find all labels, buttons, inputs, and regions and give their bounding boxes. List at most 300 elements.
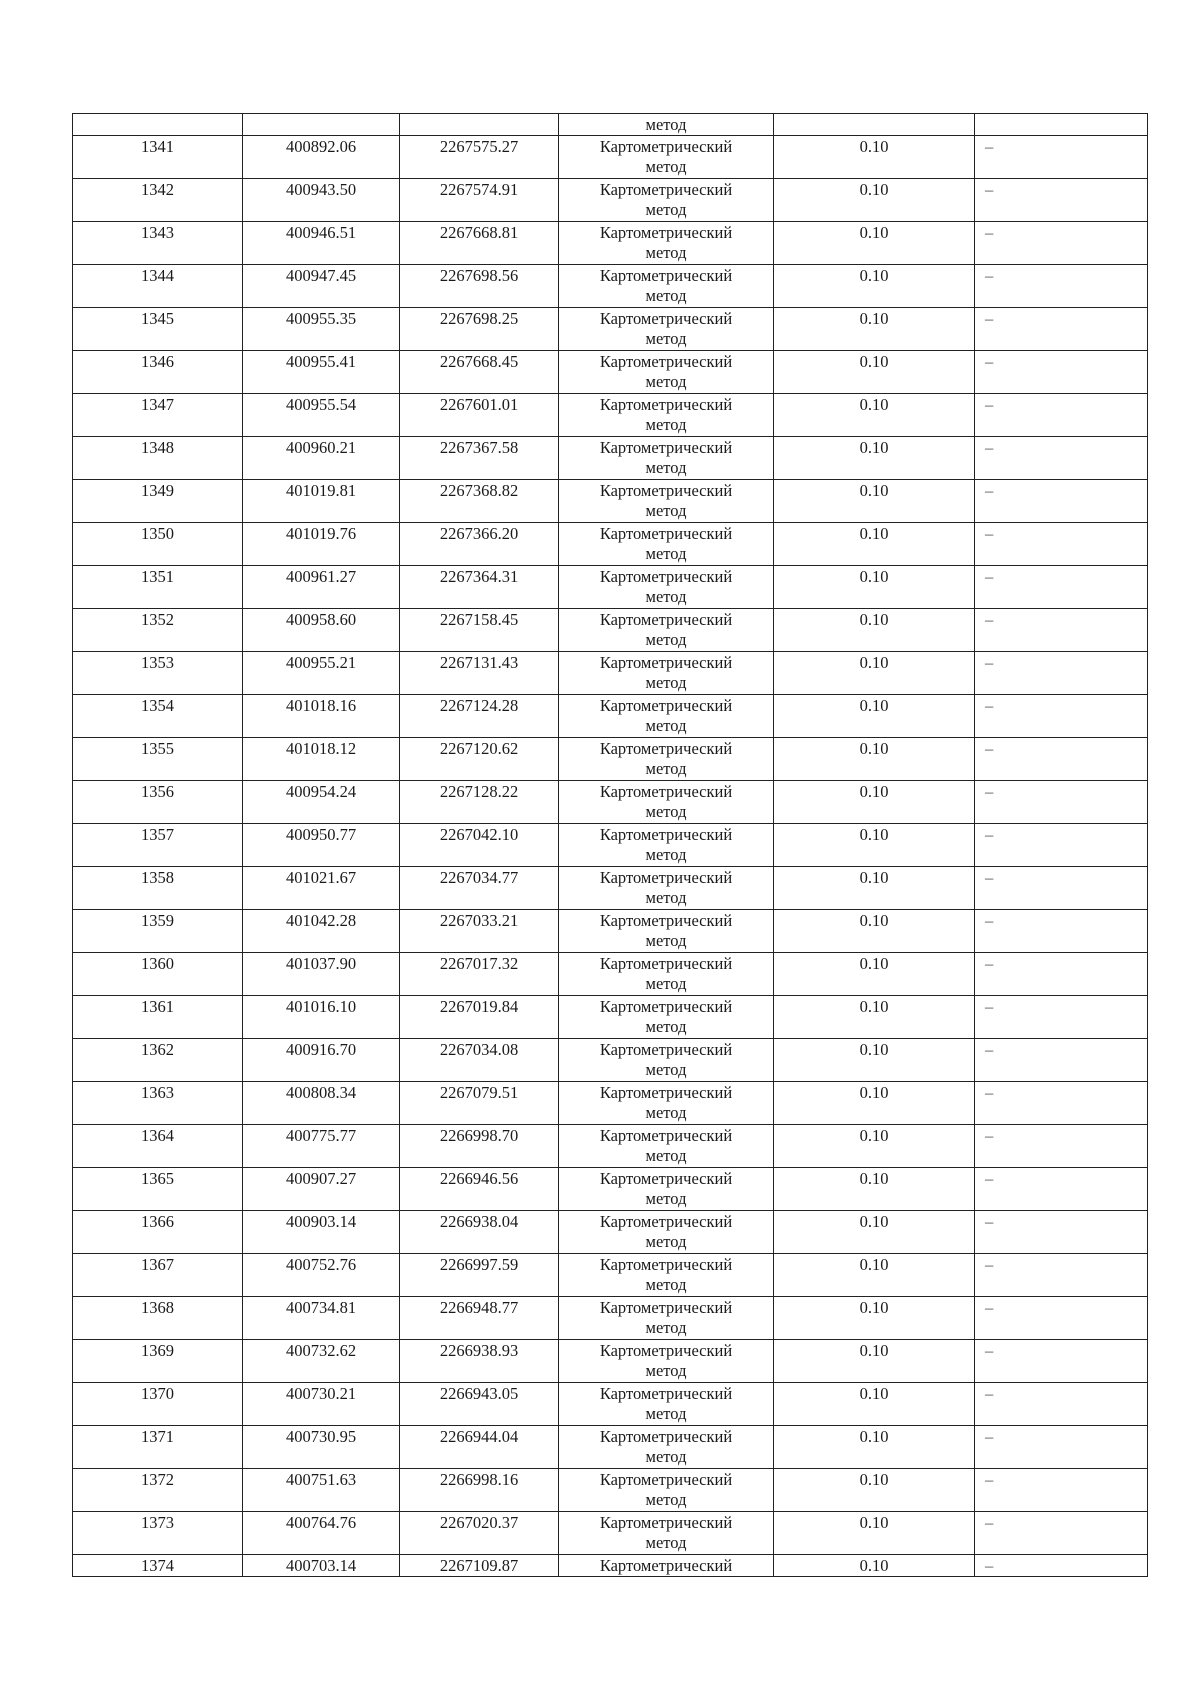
cell-num-text: 1347 xyxy=(141,395,174,414)
cell-note xyxy=(975,1383,1148,1426)
cell-accuracy xyxy=(774,652,975,695)
table-row xyxy=(73,953,1148,996)
cell-x xyxy=(243,1039,400,1082)
cell-method xyxy=(559,1469,774,1512)
cell-method xyxy=(559,738,774,781)
method-line2: метод xyxy=(645,544,687,563)
cell-note-text: – xyxy=(985,1470,994,1489)
cell-accuracy xyxy=(774,179,975,222)
cell-method xyxy=(559,1039,774,1082)
cell-x-text: 400955.35 xyxy=(285,309,357,328)
cell-accuracy xyxy=(774,695,975,738)
cell-note-text: – xyxy=(985,782,994,801)
cell-num xyxy=(73,179,243,222)
method-line2: метод xyxy=(645,1447,687,1466)
cell-x xyxy=(243,609,400,652)
cell-y xyxy=(400,1125,559,1168)
cell-note xyxy=(975,1297,1148,1340)
cell-x xyxy=(243,265,400,308)
cell-note-text: – xyxy=(985,438,994,457)
table-row xyxy=(73,1512,1148,1555)
cell-num xyxy=(73,523,243,566)
cell-method-text: Картометрический xyxy=(599,1556,733,1575)
table-row xyxy=(73,1254,1148,1297)
cell-num-text: 1361 xyxy=(141,997,174,1016)
cell-method xyxy=(559,1082,774,1125)
cell-method xyxy=(559,781,774,824)
method-line1: Картометрический xyxy=(599,524,733,543)
cell-note xyxy=(975,738,1148,781)
table-row xyxy=(73,824,1148,867)
method-line2: метод xyxy=(645,1404,687,1423)
cell-x xyxy=(243,437,400,480)
cell-accuracy xyxy=(774,781,975,824)
cell-accuracy-text: 0.10 xyxy=(859,1556,889,1575)
cell-x xyxy=(243,996,400,1039)
method-line2: метод xyxy=(645,200,687,219)
cell-x xyxy=(243,114,400,136)
cell-accuracy xyxy=(774,1125,975,1168)
method-line1: Картометрический xyxy=(599,1427,733,1446)
cell-y-text: 2266938.04 xyxy=(439,1212,519,1231)
cell-method xyxy=(559,652,774,695)
method-line2: метод xyxy=(645,1361,687,1380)
cell-accuracy xyxy=(774,1426,975,1469)
cell-accuracy-text: 0.10 xyxy=(859,567,889,586)
cell-note-text: – xyxy=(985,1040,994,1059)
cell-note-text: – xyxy=(985,739,994,758)
cell-x-text: 400752.76 xyxy=(285,1255,357,1274)
cell-num-text: 1343 xyxy=(141,223,174,242)
table-row xyxy=(73,1469,1148,1512)
method-line1: Картометрический xyxy=(599,438,733,457)
cell-note xyxy=(975,136,1148,179)
table-row xyxy=(73,781,1148,824)
method-line2: метод xyxy=(645,1275,687,1294)
method-line1: Картометрический xyxy=(599,395,733,414)
cell-x-text: 400903.14 xyxy=(285,1212,357,1231)
cell-num-text: 1358 xyxy=(141,868,174,887)
cell-note xyxy=(975,1555,1148,1577)
cell-num xyxy=(73,1340,243,1383)
cell-note-text: – xyxy=(985,223,994,242)
cell-accuracy-text: 0.10 xyxy=(859,653,889,672)
cell-note xyxy=(975,652,1148,695)
cell-note-text: – xyxy=(985,481,994,500)
cell-note-text: – xyxy=(985,137,994,156)
cell-x xyxy=(243,308,400,351)
cell-x-text: 400960.21 xyxy=(285,438,357,457)
table-row xyxy=(73,695,1148,738)
cell-method xyxy=(559,523,774,566)
cell-num xyxy=(73,437,243,480)
cell-accuracy xyxy=(774,867,975,910)
cell-num xyxy=(73,351,243,394)
method-line1: Картометрический xyxy=(599,1083,733,1102)
table-row xyxy=(73,480,1148,523)
cell-accuracy-text: 0.10 xyxy=(859,1169,889,1188)
cell-accuracy-text: 0.10 xyxy=(859,825,889,844)
cell-accuracy-text: 0.10 xyxy=(859,223,889,242)
cell-note xyxy=(975,910,1148,953)
table-row xyxy=(73,566,1148,609)
table-row xyxy=(73,1555,1148,1577)
cell-num xyxy=(73,1125,243,1168)
method-line2: метод xyxy=(645,157,687,176)
cell-note-text: – xyxy=(985,1126,994,1145)
cell-num-text: 1364 xyxy=(141,1126,174,1145)
cell-method xyxy=(559,1340,774,1383)
cell-method xyxy=(559,351,774,394)
cell-num-text: 1341 xyxy=(141,137,174,156)
cell-y xyxy=(400,1340,559,1383)
cell-x-text: 400734.81 xyxy=(285,1298,357,1317)
cell-num-text: 1342 xyxy=(141,180,174,199)
method-line1: Картометрический xyxy=(599,868,733,887)
table-row xyxy=(73,609,1148,652)
cell-num xyxy=(73,824,243,867)
table-row xyxy=(73,179,1148,222)
cell-accuracy xyxy=(774,1512,975,1555)
cell-accuracy-text: 0.10 xyxy=(859,309,889,328)
cell-x xyxy=(243,781,400,824)
method-line2: метод xyxy=(645,458,687,477)
cell-x xyxy=(243,867,400,910)
cell-y-text: 2267019.84 xyxy=(439,997,519,1016)
cell-x xyxy=(243,1254,400,1297)
cell-note xyxy=(975,609,1148,652)
cell-note xyxy=(975,953,1148,996)
cell-method xyxy=(559,308,774,351)
cell-num xyxy=(73,1082,243,1125)
cell-y xyxy=(400,1426,559,1469)
method-line2: метод xyxy=(645,1060,687,1079)
cell-accuracy-text: 0.10 xyxy=(859,1384,889,1403)
cell-note xyxy=(975,308,1148,351)
method-line1: Картометрический xyxy=(599,782,733,801)
method-line2: метод xyxy=(645,974,687,993)
cell-num xyxy=(73,652,243,695)
cell-x xyxy=(243,566,400,609)
cell-method xyxy=(559,695,774,738)
cell-num-text: 1344 xyxy=(141,266,174,285)
cell-num xyxy=(73,265,243,308)
method-line1: Картометрический xyxy=(599,137,733,156)
method-line1: Картометрический xyxy=(599,1040,733,1059)
cell-num-text: 1367 xyxy=(141,1255,174,1274)
table-row xyxy=(73,1426,1148,1469)
cell-accuracy xyxy=(774,523,975,566)
method-line2: метод xyxy=(645,1318,687,1337)
method-line1: Картометрический xyxy=(599,352,733,371)
cell-accuracy-text: 0.10 xyxy=(859,1040,889,1059)
cell-num xyxy=(73,114,243,136)
cell-note xyxy=(975,867,1148,910)
cell-y-text: 2267601.01 xyxy=(439,395,519,414)
cell-method xyxy=(559,996,774,1039)
cell-num-text: 1365 xyxy=(141,1169,174,1188)
cell-note xyxy=(975,1469,1148,1512)
cell-method xyxy=(559,1125,774,1168)
cell-y-text: 2267034.77 xyxy=(439,868,519,887)
method-line2: метод xyxy=(645,759,687,778)
cell-x xyxy=(243,652,400,695)
cell-accuracy-text: 0.10 xyxy=(859,1427,889,1446)
cell-accuracy xyxy=(774,1340,975,1383)
cell-y xyxy=(400,1082,559,1125)
cell-accuracy-text: 0.10 xyxy=(859,1513,889,1532)
method-line2: метод xyxy=(645,931,687,950)
method-line2: метод xyxy=(645,1490,687,1509)
cell-y xyxy=(400,566,559,609)
table-row xyxy=(73,394,1148,437)
cell-y xyxy=(400,523,559,566)
table-row xyxy=(73,308,1148,351)
cell-accuracy xyxy=(774,566,975,609)
continuation-row xyxy=(73,114,1148,136)
cell-note xyxy=(975,480,1148,523)
cell-accuracy-text: 0.10 xyxy=(859,954,889,973)
cell-x-text: 401018.16 xyxy=(285,696,357,715)
cell-accuracy-text: 0.10 xyxy=(859,1341,889,1360)
method-line1: Картометрический xyxy=(599,825,733,844)
cell-num-text: 1360 xyxy=(141,954,174,973)
cell-y xyxy=(400,738,559,781)
cell-num xyxy=(73,1297,243,1340)
cell-x xyxy=(243,824,400,867)
cell-x xyxy=(243,523,400,566)
table-row xyxy=(73,910,1148,953)
cell-method xyxy=(559,179,774,222)
cell-num-text: 1370 xyxy=(141,1384,174,1403)
cell-y-text: 2267131.43 xyxy=(439,653,519,672)
cell-num xyxy=(73,566,243,609)
cell-num-text: 1349 xyxy=(141,481,174,500)
cell-note xyxy=(975,351,1148,394)
cell-y-text: 2267698.56 xyxy=(439,266,519,285)
cell-x-text: 401016.10 xyxy=(285,997,357,1016)
cell-note-text: – xyxy=(985,954,994,973)
method-line1: Картометрический xyxy=(599,266,733,285)
cell-method xyxy=(559,1211,774,1254)
cell-accuracy xyxy=(774,351,975,394)
cell-x-text: 400808.34 xyxy=(285,1083,357,1102)
cell-note xyxy=(975,1340,1148,1383)
method-line2: метод xyxy=(645,415,687,434)
cell-num xyxy=(73,308,243,351)
cell-y-text: 2267698.25 xyxy=(439,309,519,328)
cell-x-text: 400961.27 xyxy=(285,567,357,586)
method-line1: Картометрический xyxy=(599,610,733,629)
cell-x xyxy=(243,910,400,953)
table-body xyxy=(73,114,1148,1577)
cell-x xyxy=(243,1297,400,1340)
cell-y xyxy=(400,1039,559,1082)
cell-method xyxy=(559,1512,774,1555)
table-row xyxy=(73,523,1148,566)
cell-x xyxy=(243,1512,400,1555)
cell-y xyxy=(400,265,559,308)
cell-method xyxy=(559,1254,774,1297)
cell-num-text: 1369 xyxy=(141,1341,174,1360)
method-line1: Картометрический xyxy=(599,1212,733,1231)
cell-x xyxy=(243,351,400,394)
cell-y xyxy=(400,996,559,1039)
cell-note-text: – xyxy=(985,1298,994,1317)
table-row xyxy=(73,867,1148,910)
table-row xyxy=(73,1039,1148,1082)
cell-note xyxy=(975,996,1148,1039)
cell-note xyxy=(975,1082,1148,1125)
cell-note-text: – xyxy=(985,1255,994,1274)
cell-method xyxy=(559,566,774,609)
cell-note xyxy=(975,394,1148,437)
cell-accuracy xyxy=(774,1254,975,1297)
cell-y xyxy=(400,308,559,351)
cell-accuracy xyxy=(774,1039,975,1082)
cell-accuracy-text: 0.10 xyxy=(859,352,889,371)
method-line1: Картометрический xyxy=(599,1169,733,1188)
cell-accuracy xyxy=(774,910,975,953)
method-line1: Картометрический xyxy=(599,481,733,500)
cell-note xyxy=(975,1512,1148,1555)
cell-x xyxy=(243,695,400,738)
cell-num xyxy=(73,953,243,996)
method-line1: Картометрический xyxy=(599,567,733,586)
cell-note-text: – xyxy=(985,653,994,672)
cell-y-text: 2267364.31 xyxy=(439,567,519,586)
cell-num-text: 1366 xyxy=(141,1212,174,1231)
cell-method xyxy=(559,265,774,308)
cell-y xyxy=(400,609,559,652)
cell-x-text: 400730.95 xyxy=(285,1427,357,1446)
cell-num xyxy=(73,867,243,910)
cell-y-text: 2267368.82 xyxy=(439,481,519,500)
cell-note-text: – xyxy=(985,1169,994,1188)
cell-accuracy xyxy=(774,824,975,867)
cell-note-text: – xyxy=(985,309,994,328)
method-line2: метод xyxy=(645,845,687,864)
cell-accuracy-text: 0.10 xyxy=(859,911,889,930)
cell-note xyxy=(975,222,1148,265)
cell-x xyxy=(243,1211,400,1254)
cell-num xyxy=(73,1512,243,1555)
cell-x xyxy=(243,136,400,179)
cell-accuracy xyxy=(774,609,975,652)
cell-x-text: 400943.50 xyxy=(285,180,357,199)
cell-method xyxy=(559,114,774,136)
cell-method xyxy=(559,222,774,265)
cell-note-text: – xyxy=(985,1341,994,1360)
cell-accuracy-text: 0.10 xyxy=(859,1212,889,1231)
method-line2: метод xyxy=(645,1533,687,1552)
cell-y-text: 2266938.93 xyxy=(439,1341,519,1360)
cell-accuracy xyxy=(774,437,975,480)
cell-num xyxy=(73,480,243,523)
cell-y-text: 2267575.27 xyxy=(439,137,519,156)
cell-x-text: 400764.76 xyxy=(285,1513,357,1532)
method-line1: Картометрический xyxy=(599,653,733,672)
cell-y-text: 2266948.77 xyxy=(439,1298,519,1317)
cell-x-text: 400946.51 xyxy=(285,223,357,242)
cell-y xyxy=(400,1211,559,1254)
cell-y xyxy=(400,652,559,695)
cell-method xyxy=(559,609,774,652)
cell-num-text: 1374 xyxy=(141,1556,174,1575)
cell-method xyxy=(559,824,774,867)
cell-x xyxy=(243,179,400,222)
cell-y xyxy=(400,1555,559,1577)
cell-x xyxy=(243,1082,400,1125)
method-line2: метод xyxy=(645,587,687,606)
table-row xyxy=(73,351,1148,394)
cell-y-text: 2267668.81 xyxy=(439,223,519,242)
cell-note xyxy=(975,695,1148,738)
cell-y xyxy=(400,953,559,996)
cell-num-text: 1354 xyxy=(141,696,174,715)
cell-method xyxy=(559,437,774,480)
cell-y-text: 2267366.20 xyxy=(439,524,519,543)
cell-y-text: 2267017.32 xyxy=(439,954,519,973)
cell-num xyxy=(73,1383,243,1426)
cell-num-text: 1372 xyxy=(141,1470,174,1489)
cell-accuracy-text: 0.10 xyxy=(859,438,889,457)
cell-method xyxy=(559,953,774,996)
table-row xyxy=(73,437,1148,480)
cell-y-text: 2267124.28 xyxy=(439,696,519,715)
method-line1: Картометрический xyxy=(599,1126,733,1145)
cell-note xyxy=(975,1254,1148,1297)
method-line2: метод xyxy=(645,243,687,262)
method-line2: метод xyxy=(645,286,687,305)
cell-num-text: 1356 xyxy=(141,782,174,801)
cell-note-text: – xyxy=(985,696,994,715)
method-line1: Картометрический xyxy=(599,997,733,1016)
cell-x-text: 400955.21 xyxy=(285,653,357,672)
method-line1: Картометрический xyxy=(599,309,733,328)
cell-x xyxy=(243,1426,400,1469)
cell-y-text: 2267158.45 xyxy=(439,610,519,629)
method-line2: метод xyxy=(645,501,687,520)
cell-method xyxy=(559,136,774,179)
cell-note-text: – xyxy=(985,1083,994,1102)
cell-y-text: 2267668.45 xyxy=(439,352,519,371)
cell-accuracy-text: 0.10 xyxy=(859,1255,889,1274)
cell-note xyxy=(975,781,1148,824)
method-text: метод xyxy=(645,115,687,134)
cell-y-text: 2266943.05 xyxy=(439,1384,519,1403)
cell-x-text: 400916.70 xyxy=(285,1040,357,1059)
cell-note-text: – xyxy=(985,1556,994,1575)
method-line2: метод xyxy=(645,630,687,649)
cell-num xyxy=(73,695,243,738)
method-line2: метод xyxy=(645,716,687,735)
cell-accuracy-text: 0.10 xyxy=(859,266,889,285)
cell-num xyxy=(73,910,243,953)
cell-accuracy-text: 0.10 xyxy=(859,997,889,1016)
cell-num-text: 1357 xyxy=(141,825,174,844)
cell-num xyxy=(73,394,243,437)
cell-note xyxy=(975,824,1148,867)
method-line1: Картометрический xyxy=(599,911,733,930)
method-line1: Картометрический xyxy=(599,180,733,199)
cell-note xyxy=(975,1168,1148,1211)
cell-num xyxy=(73,738,243,781)
cell-y-text: 2267120.62 xyxy=(439,739,519,758)
cell-y-text: 2266946.56 xyxy=(439,1169,519,1188)
cell-method xyxy=(559,1555,774,1577)
method-line1: Картометрический xyxy=(599,1255,733,1274)
